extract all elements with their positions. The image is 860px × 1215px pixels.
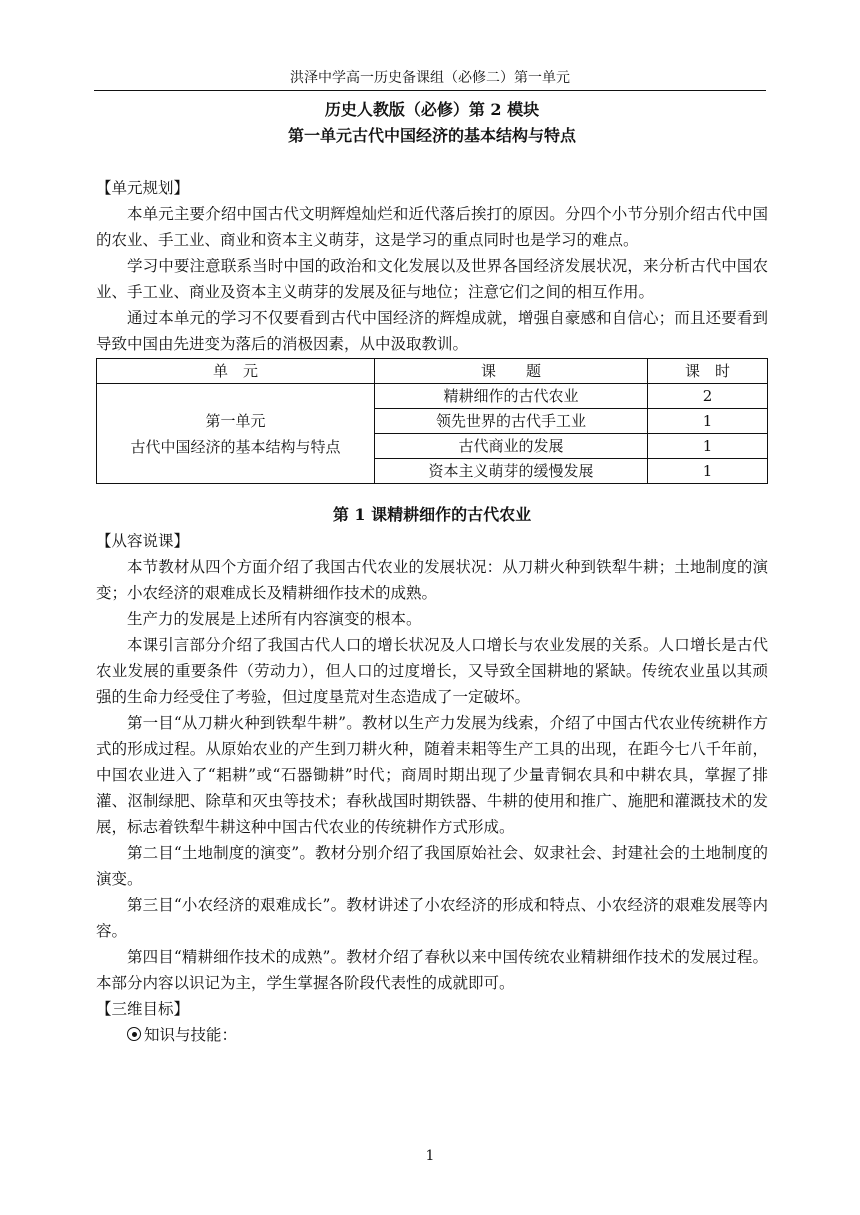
plan-paragraph: 学习中要注意联系当时中国的政治和文化发展以及世界各国经济发展状况，来分析古代中国农业、手工业、商业及资本主义萌芽的发展及征与地位；注意它们之间的相互作用。 xyxy=(96,257,768,301)
plan-paragraph: 通过本单元的学习不仅要看到古代中国经济的辉煌成就，增强自豪感和自信心；而且还要看到导致中国由先进变为落后的消极因素，从中汲取教训。 xyxy=(96,309,768,353)
unit-plan-heading: 【单元规划】 xyxy=(96,179,190,197)
page-header: 洪泽中学高一历史备课组（必修二）第一单元 xyxy=(290,70,570,86)
lesson-talk-heading: 【从容说课】 xyxy=(96,532,190,550)
lesson-paragraph: 第三目“小农经济的艰难成长”。教材讲述了小农经济的形成和特点、小农经济的艰难发展等内容。 xyxy=(96,896,768,940)
unit-subtitle: 古代中国经济的基本结构与特点 xyxy=(130,437,341,456)
hours-cell: 1 xyxy=(648,434,768,459)
lesson-paragraph: 生产力的发展是上述所有内容演变的根本。 xyxy=(127,610,422,628)
topic-cell: 精耕细作的古代农业 xyxy=(375,384,648,409)
hours-cell: 1 xyxy=(648,459,768,484)
lesson-paragraph: 本节教材从四个方面介绍了我国古代农业的发展状况：从刀耕火种到铁犁牛耕；土地制度的演变；小农经济的艰难成长及精耕细作技术的成熟。 xyxy=(96,558,768,602)
knowledge-item xyxy=(96,1022,768,1048)
target-bullet-icon xyxy=(127,1027,141,1041)
blank-line xyxy=(96,149,768,175)
unit-title: 第一单元古代中国经济的基本结构与特点 xyxy=(287,126,576,145)
goals-heading: 【三维目标】 xyxy=(96,1000,190,1018)
topic-cell: 领先世界的古代手工业 xyxy=(375,409,648,434)
document-body xyxy=(96,97,768,1048)
unit-schedule-table xyxy=(96,358,768,484)
topic-cell: 古代商业的发展 xyxy=(375,434,648,459)
lesson-title: 第 1 课精耕细作的古代农业 xyxy=(332,505,532,524)
lesson-paragraph: 第二目“土地制度的演变”。教材分别介绍了我国原始社会、奴隶社会、封建社会的土地制度的演变。 xyxy=(96,844,768,888)
plan-paragraph: 本单元主要介绍中国古代文明辉煌灿烂和近代落后挨打的原因。分四个小节分别介绍古代中国的农业、手工业、商业和资本主义萌芽，这是学习的重点同时也是学习的难点。 xyxy=(96,205,768,249)
column-header-topic: 课 题 xyxy=(375,359,648,384)
column-header-hours: 课 时 xyxy=(648,359,768,384)
lesson-paragraph: 本课引言部分介绍了我国古代人口的增长状况及人口增长与农业发展的关系。人口增长是古代农业发展的重要条件（劳动力），但人口的过度增长，又导致全国耕地的紧缺。传统农业虽以其顽强的生命力经受住了考验，但过度垦荒对生态造成了一定破坏。 xyxy=(96,636,768,706)
header-rule xyxy=(94,90,766,91)
document-title: 历史人教版（必修）第 2 模块 xyxy=(324,100,540,119)
knowledge-label: 知识与技能： xyxy=(144,1026,238,1044)
topic-cell: 资本主义萌芽的缓慢发展 xyxy=(375,459,648,484)
table-row xyxy=(97,384,768,409)
page-number: 1 xyxy=(425,1148,435,1164)
column-header-unit: 单 元 xyxy=(97,359,375,384)
unit-cell xyxy=(97,384,375,484)
unit-name: 第一单元 xyxy=(205,411,266,430)
hours-cell: 2 xyxy=(648,384,768,409)
lesson-paragraph: 第四目“精耕细作技术的成熟”。教材介绍了春秋以来中国传统农业精耕细作技术的发展过程。本部分内容以识记为主，学生掌握各阶段代表性的成就即可。 xyxy=(96,948,768,992)
lesson-paragraph: 第一目“从刀耕火种到铁犁牛耕”。教材以生产力发展为线索，介绍了中国古代农业传统耕作方式的形成过程。从原始农业的产生到刀耕火种，随着耒耜等生产工具的出现，在距今七八千年前，中国农业进入了“耜耕”或“石器锄耕”时代；商周时期出现了少量青铜农具和中耕农具，掌握了排灌、沤制绿肥、除草和灭虫等技术；春秋战国时期铁器、牛耕的使用和推广、施肥和灌溉技术的发展，标志着铁犁牛耕这种中国古代农业的传统耕作方式形成。 xyxy=(96,714,768,836)
hours-cell: 1 xyxy=(648,409,768,434)
table-header-row xyxy=(97,359,768,384)
